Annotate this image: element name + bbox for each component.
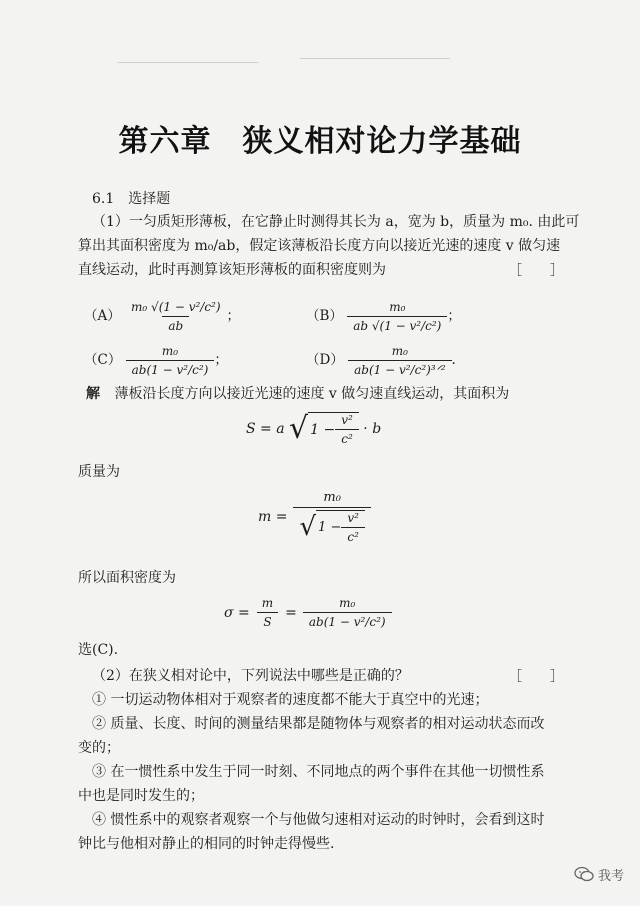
section-label: 6.1 选择题 — [92, 191, 171, 207]
eq3-fraction-2 — [303, 596, 392, 629]
option-b — [306, 300, 461, 333]
option-c-denominator: ab(1 − v²/c²) — [126, 360, 215, 377]
option-d-tail: . — [451, 352, 456, 368]
eq3-lhs: σ = — [224, 604, 250, 621]
q1-line-3: 直线运动，此时再测算该矩形薄板的面积密度则为 — [78, 262, 386, 278]
sqrt-sign-icon: √ — [299, 512, 317, 542]
option-c-fraction — [126, 344, 215, 377]
option-b-tail: ； — [447, 308, 461, 324]
q2-item-2b: 变的； — [78, 740, 120, 756]
equation-density — [224, 596, 392, 629]
eq1-denominator: c² — [335, 429, 359, 446]
option-a-label: （A） — [84, 308, 121, 324]
eq2-inner-numerator: v² — [347, 511, 359, 525]
option-a-fraction — [125, 300, 227, 333]
option-a-tail: ； — [226, 308, 241, 324]
eq2-lhs: m = — [258, 509, 288, 525]
eq2-inner-fraction — [341, 511, 365, 544]
option-a-denominator: ab — [162, 316, 189, 333]
eq1-lhs: S = a — [246, 421, 285, 437]
eq1-sqrt — [289, 412, 359, 446]
option-a-numerator: m₀ √(1 − v²/c²) — [131, 300, 221, 314]
option-b-fraction — [347, 300, 447, 333]
eq3-f2-denominator: ab(1 − v²/c²) — [303, 612, 392, 629]
eq3-f1-numerator: m — [261, 596, 274, 610]
eq2-fraction — [293, 490, 370, 544]
chapter-title: 第六章 狭义相对论力学基础 — [118, 124, 522, 159]
option-d-denominator: ab(1 − v²/c²)³ᐟ² — [348, 360, 451, 377]
eq2-numerator: m₀ — [323, 490, 341, 505]
watermark — [574, 865, 624, 887]
q2-item-1: ① 一切运动物体相对于观察者的速度都不能大于真空中的光速； — [92, 692, 489, 708]
eq2-denominator — [293, 507, 370, 544]
q2-item-4b: 钟比与他相对静止的相同的时钟走得慢些. — [78, 836, 335, 852]
eq3-fraction-1 — [256, 596, 279, 629]
show-through-line — [300, 58, 450, 59]
option-b-denominator: ab √(1 − v²/c²) — [347, 316, 447, 333]
equation-mass — [258, 490, 371, 544]
q1-line-1: （1）一匀质矩形薄板，在它静止时测得其长为 a，宽为 b，质量为 m₀. 由此可 — [92, 214, 580, 230]
eq2-radical-text: 1 − — [318, 520, 342, 535]
solution-intro-line — [86, 384, 509, 404]
q2-line-1: （2）在狭义相对论中，下列说法中哪些是正确的？ — [92, 668, 409, 684]
option-c — [84, 344, 228, 377]
q2-item-3a: ③ 在一惯性系中发生于同一时刻、不同地点的两个事件在其他一切惯性系 — [92, 764, 545, 780]
option-d — [306, 344, 456, 377]
option-d-label: （D） — [306, 352, 344, 368]
option-d-fraction — [348, 344, 451, 377]
solution-intro: 薄板沿长度方向以接近光速的速度 v 做匀速直线运动，其面积为 — [114, 386, 510, 402]
option-b-numerator: m₀ — [389, 300, 406, 314]
eq3-equals: = — [285, 604, 297, 621]
solution-label: 解 — [86, 386, 100, 402]
option-a — [84, 300, 240, 333]
eq1-fraction — [335, 413, 359, 446]
q1-answer-bracket: ［ ］ — [508, 263, 564, 279]
q2-item-3b: 中也是同时发生的； — [78, 788, 204, 804]
q2-item-2a: ② 质量、长度、时间的测量结果都是随物体与观察者的相对运动状态而改 — [92, 716, 545, 732]
eq1-numerator: v² — [341, 413, 353, 427]
sqrt-sign-icon: √ — [289, 411, 309, 446]
show-through-line — [118, 62, 258, 63]
q2-item-4a: ④ 惯性系中的观察者观察一个与他做匀速相对运动的时钟时，会看到这时 — [92, 812, 545, 828]
wechat-icon — [574, 866, 594, 886]
option-b-label: （B） — [306, 308, 343, 324]
equation-area — [246, 412, 381, 446]
q2-answer-bracket: ［ ］ — [508, 669, 564, 685]
answer-line: 选(C). — [78, 642, 119, 658]
option-d-numerator: m₀ — [391, 344, 408, 358]
eq2-inner-denominator: c² — [341, 527, 365, 544]
watermark-text: 我考 — [597, 868, 624, 884]
mass-label: 质量为 — [78, 464, 120, 480]
eq1-radical-text: 1 − — [310, 421, 336, 438]
eq3-f1-denominator: S — [257, 612, 277, 629]
option-c-tail: ； — [214, 352, 228, 368]
q1-line-2: 算出其面积密度为 m₀/ab，假定该薄板沿长度方向以接近光速的速度 v 做匀速 — [78, 238, 561, 254]
option-c-numerator: m₀ — [161, 344, 179, 358]
eq3-f2-numerator: m₀ — [339, 596, 356, 610]
density-label: 所以面积密度为 — [78, 570, 176, 586]
option-c-label: （C） — [84, 352, 122, 368]
eq1-rhs: · b — [363, 421, 382, 437]
